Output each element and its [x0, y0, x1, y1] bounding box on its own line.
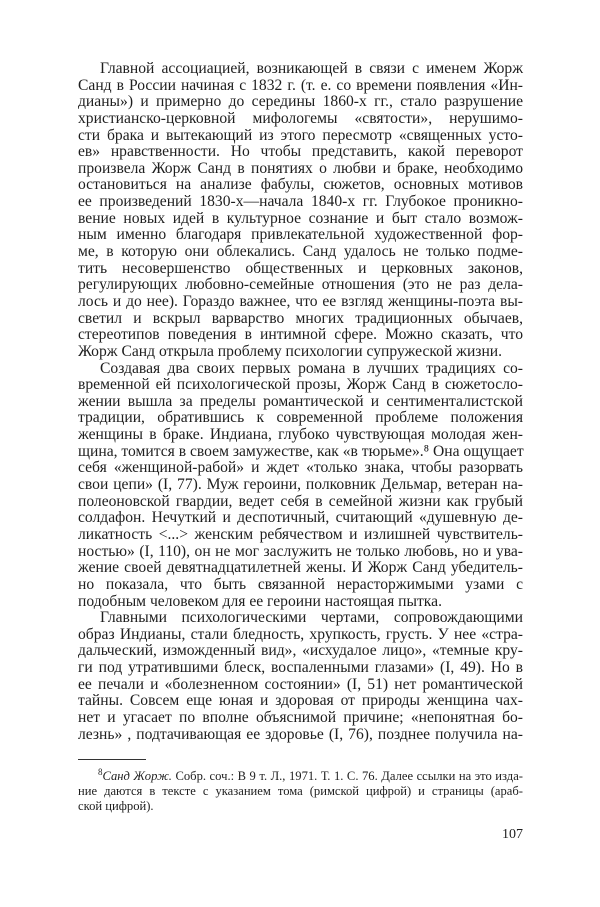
text-line: образ Индианы, стали бледность, хрупкость, грусть. У нее «стра-: [78, 625, 523, 643]
text-line: регулирующих любовно-семейные отношения (это не раз дела-: [78, 276, 523, 294]
text-line: вение новых идей в культурное сознание и быт стало возмож-: [78, 209, 523, 227]
paragraph: [78, 361, 523, 611]
text-line: Главной ассоциацией, возникающей в связи с именем Жорж: [100, 60, 523, 77]
text-line: стереотипов поведения в интимной сфере. Можно сказать, что: [78, 326, 523, 344]
text-line: лезнь» , подтачивающая ее здоровье (I, 76), позднее получила на-: [78, 725, 523, 743]
text-line: сти брака и вытекающий из этого пересмотр «священных усто-: [78, 126, 523, 144]
text-line: ным именно благодаря привлекательной художественной фор-: [78, 226, 523, 244]
text-line: солдафон. Нечуткий и деспотичный, считающий «душевную де-: [78, 509, 523, 527]
text-line: тайны. Совсем еще юная и здоровая от природы женщина чах-: [78, 692, 523, 710]
text-line: традиции, обратившись к современной проблеме положения: [78, 409, 523, 427]
text-line: полеоновской гвардии, ведет себя в семейной жизни как грубый: [78, 492, 523, 510]
text-line: Жорж Санд открыла проблему психологии супружеской жизни.: [78, 342, 503, 360]
footnote-line: [78, 766, 523, 784]
text-line: тить несовершенство общественных и церковных законов,: [78, 259, 523, 277]
paragraph: [78, 610, 523, 743]
text-line: ликатность <...> женским ребячеством и излишней чувствитель-: [78, 525, 523, 543]
text-line: жении вышла за пределы романтической и сентименталистской: [78, 392, 523, 410]
text-line: Главными психологическими чертами, сопровождающими: [100, 609, 523, 627]
text-line: жение своей девятнадцатилетней жены. И Жорж Санд убедитель-: [78, 559, 523, 577]
text-line: женщины в браке. Индиана, глубоко чувствующая молодая жен-: [78, 426, 523, 444]
text-line: ме, в которую они облекались. Санд удалось не только подме-: [78, 243, 523, 261]
text-line: лось и до нее). Гораздо важнее, что ее взгляд женщины-поэта вы-: [78, 292, 523, 310]
footnote-author: Санд Жорж.: [102, 769, 172, 783]
text-line: нет и угасает по вполне объяснимой причине; «непонятная бо-: [78, 708, 523, 726]
text-line: ев» нравственности. Но чтобы представить, какой переворот: [78, 143, 523, 161]
text-line: Создавая два своих первых романа в лучших традициях со-: [100, 359, 523, 377]
text-line: произвела Жорж Санд в понятиях о любви и браке, необходимо: [78, 159, 523, 177]
footnote-mark: 8: [98, 766, 103, 777]
paragraph: [78, 61, 523, 361]
text-line: ностью» (I, 110), он не мог заслужить не только любовь, но и ува-: [78, 542, 523, 560]
text-line: свои цепи» (I, 77). Муж героини, полковник Дельмар, ветеран на-: [78, 476, 523, 494]
text-line: но показала, что быть связанной нерасторжимыми узами с: [78, 575, 523, 593]
text-line: щина, томится в своем замужестве, как «в тюрьме».⁸ Она ощущает: [78, 442, 524, 460]
page-number: 107: [502, 827, 523, 842]
footnote: [78, 766, 523, 814]
text-line: светил и вскрыл варварство многих традиционных обычаев,: [78, 309, 523, 327]
body-text: [78, 61, 523, 743]
footnote-divider: [78, 759, 146, 760]
footnote-line: ской цифрой).: [78, 799, 154, 813]
text-line: ее печали и «болезненном состоянии» (I, 51) нет романтической: [78, 675, 523, 693]
text-line: ги под утратившими блеск, воспаленными глазами» (I, 49). Но в: [78, 659, 523, 677]
text-line: себя «женщиной-рабой» и ждет «только знака, чтобы разорвать: [78, 459, 523, 477]
text-line: ее произведений 1830-х—начала 1840-х гг. Глубокое проникно-: [78, 193, 523, 211]
text-line: временной ей психологической прозы, Жорж Санд в сюжетосло-: [78, 376, 523, 394]
text-line: христианско-церковной мифологемы «святости», нерушимо-: [78, 109, 523, 127]
text-line: Санд в России начиная с 1832 г. (т. е. со времени появления «Ин-: [78, 76, 523, 94]
text-line: подобным человеком для ее героини настоящая пытка.: [78, 592, 442, 610]
text-line: дальческий, изможденный вид», «исхудалое лицо», «темные кру-: [78, 642, 523, 660]
footnote-line: ние даются в тексте с указанием тома (римской цифрой) и страницы (араб-: [78, 784, 523, 798]
text-line: остановиться на анализе фабулы, сюжетов, основных мотивов: [78, 176, 523, 194]
text-line: дианы») и примерно до середины 1860-х гг., стало разрушение: [78, 93, 523, 111]
footnote-text: Собр. соч.: В 9 т. Л., 1971. Т. 1. С. 76. Далее ссылки на это изда-: [171, 769, 523, 783]
